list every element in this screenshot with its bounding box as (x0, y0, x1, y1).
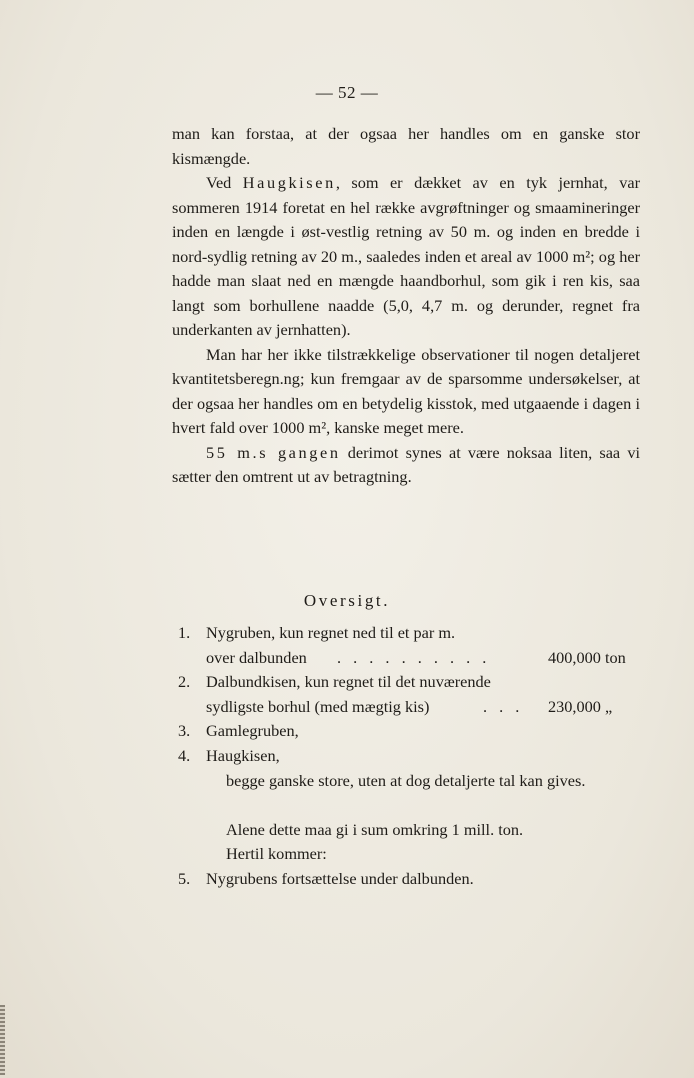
section-heading: Oversigt. (303, 591, 391, 610)
note-text: Alene dette maa gi i sum omkring 1 mill. ton. (226, 819, 524, 839)
name-haugkisen: Haugkisen (242, 173, 336, 192)
item-number: 4. (178, 745, 191, 765)
item-text: Nygruben, kun regnet ned til et par m. (206, 623, 456, 642)
binding-edge (0, 1005, 5, 1075)
item-text: Dalbundkisen, kun regnet til det nuværende (206, 672, 491, 692)
item-number: 2. (178, 672, 191, 692)
paragraph-observations: Man har her ikke tilstrækkelige observationer til nogen detaljeret kvantitetsberegn.ng; kun fremgaar av de sparsomme undersøkelser, at der ogsaa her handles om en betydelig kisstok, med utgaaende i dagen i hvert fald over 1000 m², kanske meget mere. (172, 344, 640, 437)
list-item-continuation (172, 769, 640, 818)
list-item (172, 670, 640, 695)
item-text: Haugkisen, (206, 745, 280, 765)
item-description: begge ganske store, uten at dog detaljerte tal kan gives. (226, 770, 586, 790)
name-55m-gangen: 55 m.s gangen (206, 442, 341, 462)
overview-list (172, 621, 640, 892)
item-text: Nygrubens fortsættelse under dalbunden. (206, 868, 474, 888)
paragraph-55m-text: derimot synes at være noksaa liten, saa vi sætter den omtrent ut av betragtning. (172, 442, 641, 486)
paragraph-haugkisen (172, 171, 640, 343)
list-item (172, 621, 640, 646)
list-item-continuation (172, 646, 640, 671)
item-number: 1. (178, 623, 191, 642)
leader-dots: . . . (483, 696, 524, 716)
item-amount: 400,000 ton (548, 647, 626, 667)
item-text: sydligste borhul (med mægtig kis) (206, 696, 430, 716)
note-line (172, 842, 640, 867)
item-text: over dalbunden (206, 647, 307, 667)
item-text: Gamlegruben, (206, 721, 299, 741)
list-item-continuation (172, 695, 640, 720)
page-number: — 52 — (315, 83, 379, 102)
item-amount: 230,000 „ (548, 696, 613, 716)
item-number: 3. (178, 721, 191, 741)
leader-dots: . . . . . . . . . . (337, 647, 491, 667)
body-text (172, 122, 640, 490)
note-line (172, 818, 640, 843)
list-item (172, 719, 640, 744)
paragraph-haugkisen-lead: Ved (206, 173, 243, 192)
note-text: Hertil kommer: (226, 844, 327, 864)
item-number: 5. (178, 868, 191, 888)
list-item (172, 744, 640, 769)
paragraph-55m-gangen (172, 441, 640, 490)
paragraph-continuation: man kan forstaa, at der ogsaa her handles om en ganske stor kismængde. (172, 124, 640, 168)
list-item (172, 867, 640, 892)
paragraph-haugkisen-text: , som er dækket av en tyk jernhat, var sommeren 1914 foretat en hel række avgrøftninger og smaamineringer inden en længde i øst-vestlig retning av 50 m. og inden en bredde i nord-sydlig retning av 20 m., saaledes inden et areal av 1000 m²; og her hadde man slaat ned en mængde haandborhul, som gik i ren kis, saa langt som borhullene naadde (5,0, 4,7 m. og derunder, regnet fra underkanten av jernhatten). (172, 173, 640, 339)
